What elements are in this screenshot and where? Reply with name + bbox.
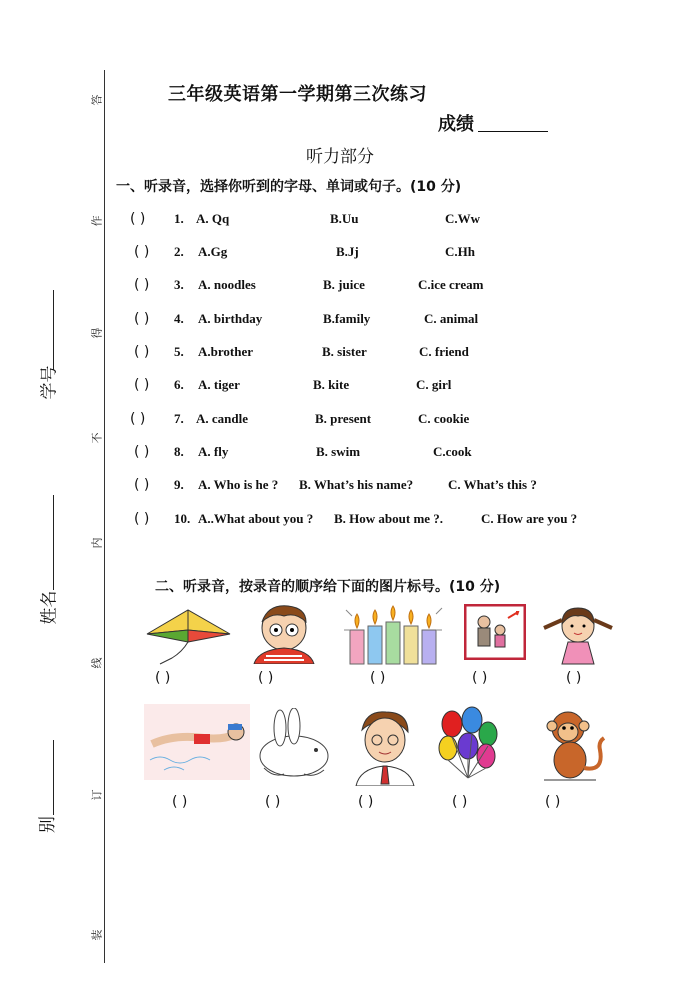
name-line[interactable]: [53, 495, 54, 590]
option-a: A. tiger: [198, 377, 240, 392]
answer-blank[interactable]: ( ): [472, 670, 488, 686]
score-field[interactable]: [478, 131, 548, 132]
option-c: C.cook: [433, 444, 472, 459]
section2-title: 二、听录音，按录音的顺序给下面的图片标号。(10 分): [155, 579, 501, 595]
answer-blank[interactable]: ( ): [172, 794, 188, 810]
page-title: 三年级英语第一学期第三次练习: [168, 84, 427, 105]
option-b: B. swim: [316, 444, 361, 459]
option-b: B. present: [315, 411, 372, 426]
balloons-icon: [438, 706, 500, 782]
option-c: C.ice cream: [418, 277, 484, 292]
question-number: 2.: [174, 244, 184, 259]
rabbit-icon: [254, 708, 334, 780]
family-photo-icon: [464, 604, 526, 660]
answer-blank[interactable]: ( ): [130, 211, 146, 227]
option-b: B. What’s his name?: [299, 477, 414, 492]
option-c: C. cookie: [418, 411, 470, 426]
part-title: 听力部分: [306, 147, 374, 167]
option-a: A. candle: [196, 411, 248, 426]
answer-blank[interactable]: ( ): [452, 794, 468, 810]
question-number: 7.: [174, 411, 184, 426]
margin-char: 答: [90, 94, 104, 106]
student-no-label: 学号: [39, 365, 60, 400]
option-a: A. noodles: [198, 277, 256, 292]
option-a: A.brother: [198, 344, 254, 359]
margin-char: 订: [90, 789, 104, 801]
answer-blank[interactable]: ( ): [134, 277, 150, 293]
binding-line: [104, 70, 105, 963]
option-b: B.family: [323, 311, 371, 326]
answer-blank[interactable]: ( ): [265, 794, 281, 810]
answer-blank[interactable]: ( ): [134, 511, 150, 527]
option-a: A. Who is he ?: [198, 477, 279, 492]
girl-icon: [540, 602, 616, 666]
option-c: C. animal: [424, 311, 479, 326]
candles-icon: [342, 600, 450, 668]
margin-char: 不: [90, 432, 104, 444]
option-b: B. sister: [322, 344, 367, 359]
question-number: 8.: [174, 444, 184, 459]
name-label: 姓名: [39, 590, 60, 625]
answer-blank[interactable]: ( ): [134, 477, 150, 493]
answer-blank[interactable]: ( ): [258, 670, 274, 686]
option-a: A.Gg: [198, 244, 228, 259]
monkey-icon: [538, 706, 608, 782]
option-b: B. How about me ?.: [334, 511, 444, 526]
option-c: C. How are you ?: [481, 511, 578, 526]
option-c: C.Hh: [445, 244, 475, 259]
option-a: A. birthday: [198, 311, 263, 326]
option-c: C. What’s this ?: [448, 477, 537, 492]
answer-blank[interactable]: ( ): [134, 244, 150, 260]
question-number: 10.: [174, 511, 191, 526]
question-number: 5.: [174, 344, 184, 359]
man-icon: [352, 710, 418, 786]
class-line[interactable]: [53, 740, 54, 815]
answer-blank[interactable]: ( ): [566, 670, 582, 686]
score-label: 成绩: [438, 114, 474, 135]
option-c: C. girl: [416, 377, 452, 392]
answer-blank[interactable]: ( ): [134, 344, 150, 360]
question-number: 3.: [174, 277, 184, 292]
margin-char: 装: [90, 929, 104, 941]
student-no-line[interactable]: [53, 290, 54, 370]
option-a: A. Qq: [196, 211, 230, 226]
option-c: C.Ww: [445, 211, 481, 226]
answer-blank[interactable]: ( ): [155, 670, 171, 686]
margin-char: 线: [90, 657, 104, 669]
boy-icon: [248, 600, 322, 664]
answer-blank[interactable]: ( ): [370, 670, 386, 686]
margin-char: 内: [90, 537, 104, 549]
margin-char: 作: [90, 215, 104, 227]
section1-title: 一、听录音，选择你听到的字母、单词或句子。(10 分): [116, 179, 462, 195]
answer-blank[interactable]: ( ): [358, 794, 374, 810]
option-b: B.Uu: [330, 211, 359, 226]
answer-blank[interactable]: ( ): [134, 444, 150, 460]
option-a: A..What about you ?: [198, 511, 314, 526]
question-number: 4.: [174, 311, 184, 326]
option-b: B. juice: [323, 277, 365, 292]
option-b: B.Jj: [336, 244, 359, 259]
class-label: 别: [38, 816, 58, 833]
swimmer-icon: [144, 704, 250, 780]
option-b: B. kite: [313, 377, 350, 392]
answer-blank[interactable]: ( ): [134, 377, 150, 393]
answer-blank[interactable]: ( ): [545, 794, 561, 810]
option-c: C. friend: [419, 344, 469, 359]
margin-char: 得: [90, 327, 104, 339]
question-number: 9.: [174, 477, 184, 492]
answer-blank[interactable]: ( ): [130, 411, 146, 427]
question-number: 1.: [174, 211, 184, 226]
option-a: A. fly: [198, 444, 229, 459]
question-number: 6.: [174, 377, 184, 392]
answer-blank[interactable]: ( ): [134, 311, 150, 327]
kite-icon: [142, 606, 234, 666]
